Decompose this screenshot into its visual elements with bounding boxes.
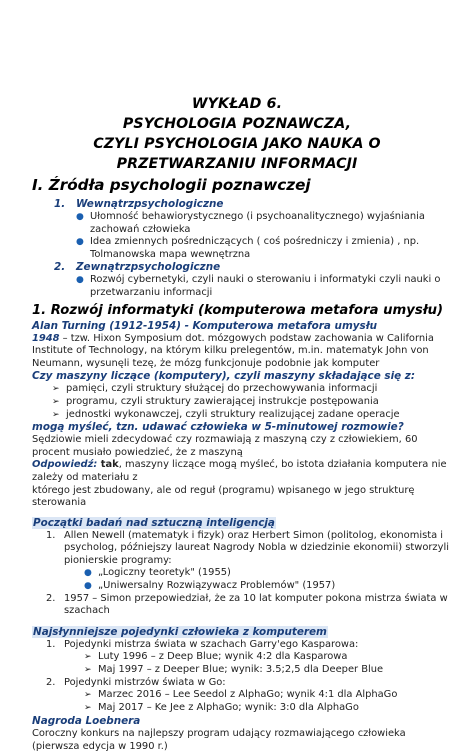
- paragraph-loebner: Coroczny konkurs na najlepszy program udający rozmawiającego człowieka (pierwsza edycja w 1990 r.): [32, 728, 406, 752]
- bullet-icon: ●: [84, 568, 92, 579]
- list-item: 2. Zewnątrzpsychologiczne: [54, 261, 221, 274]
- list-item: ➢ pamięci, czyli struktury służącej do przechowywania informacji: [52, 383, 378, 395]
- section-heading-sources: I. Źródła psychologii poznawczej: [32, 176, 311, 194]
- question-thinking: mogą myśleć, tzn. udawać człowieka w 5-minutowej rozmowie?: [32, 421, 404, 434]
- ai-list: [32, 530, 452, 618]
- lecture-title: [0, 94, 474, 174]
- section-heading-informatics: 1. Rozwój informatyki (komputerowa metafora umysłu): [32, 302, 444, 318]
- list-item: ● Ułomność behawiorystycznego (i psychoanalitycznego) wyjaśniania zachowań człowieka: [76, 211, 425, 235]
- title-line-3: CZYLI PSYCHOLOGIA JAKO NAUKA O: [93, 136, 381, 152]
- paragraph-answer-cont: którego jest zbudowany, ale od reguł (programu) wpisanego w jego strukturę sterowania: [32, 484, 415, 509]
- list-item: ➢ Maj 1997 – z Deeper Blue; wynik: 3.5;2,5 dla Deeper Blue: [84, 664, 384, 676]
- list-item: ● Idea zmiennych pośredniczących ( coś pośredniczy i zmienia) , np. Tolmanowska mapa wewnętrzna: [76, 236, 420, 260]
- bullet-icon: ➢: [84, 665, 92, 676]
- list-item: ➢ Maj 2017 – Ke Jee z AlphaGo; wynik: 3:0 dla AlphaGo: [84, 701, 359, 713]
- bullet-icon: ●: [76, 275, 84, 286]
- paragraph-answer: Odpowiedź: tak, maszyny liczące mogą myśleć, bo istota działania komputera nie zależy od materiału z: [32, 459, 447, 483]
- turing-heading: Alan Turning (1912-1954) - Komputerowa metafora umysłu: [32, 319, 378, 332]
- document-body: [32, 175, 452, 754]
- list-item: 2. Pojedynki mistrzów świata w Go:: [46, 676, 226, 688]
- bullet-icon: ●: [76, 212, 84, 222]
- list-item: 1. Wewnątrzpsychologiczne: [54, 198, 224, 210]
- bullet-icon: ➢: [52, 409, 60, 420]
- bullet-icon: ●: [84, 581, 92, 592]
- bullet-icon: ➢: [52, 396, 60, 407]
- machine-components-list: [32, 383, 452, 421]
- list-item: ● „Uniwersalny Rozwiązywacz Problemów" (1957): [84, 580, 336, 592]
- bullet-icon: ➢: [84, 702, 92, 713]
- loebner-heading: Nagroda Loebnera: [32, 715, 141, 728]
- question-machines: Czy maszyny liczące (komputery), czyli maszyny składające się z:: [32, 370, 415, 383]
- list-item: 2. 1957 – Simon przepowiedział, że za 10 lat komputer pokona mistrza świata w szachach: [46, 592, 448, 617]
- bullet-icon: ➢: [52, 384, 60, 395]
- list-item: ➢ jednostki wykonawczej, czyli struktury realizującej zadane operacje: [52, 408, 400, 420]
- duels-heading: Najsłynniejsze pojedynki człowieka z komputerem: [33, 625, 327, 638]
- list-item: 1. Allen Newell (matematyk i fizyk) oraz Herbert Simon (politolog, ekonomista i psycholog, późniejszy laureat Nagrody Nobla w dziedzinie ekonomii) stworzyli pionierskie programy:: [46, 529, 449, 566]
- list-item: 1. Pojedynki mistrza świata w szachach Garry'ego Kasparowa:: [46, 638, 359, 650]
- title-line-1: WYKŁAD 6.: [191, 96, 283, 112]
- title-line-4: PRZETWARZANIU INFORMACJI: [116, 156, 358, 172]
- list-item: ● „Logiczny teoretyk" (1955): [84, 567, 231, 579]
- list-item: ● Rozwój cybernetyki, czyli nauki o sterowaniu i informatyki czyli nauki o przetwarzaniu informacji: [76, 274, 441, 298]
- paragraph-judges: Sędziowie mieli zdecydować czy rozmawiają z maszyną czy z człowiekiem, 60 procent musiało powiedzieć, że z maszyną: [32, 434, 418, 458]
- list-item: ➢ Luty 1996 – z Deep Blue; wynik 4:2 dla Kasparowa: [84, 651, 348, 663]
- bullet-icon: ➢: [84, 690, 92, 701]
- paragraph-1948: 1948 – tzw. Hixon Symposium dot. mózgowych podstaw zachowania w California Institute of Technology, na którym kilku prelegentów, m.in. matematyk John von Neumann, wysunęli tezę, że mózg funkcjonuje podobnie jak komputer: [32, 332, 434, 369]
- bullet-icon: ➢: [84, 652, 92, 663]
- list-item: ➢ programu, czyli struktury zawierającej instrukcje postępowania: [52, 395, 379, 407]
- ai-heading: Początki badań nad sztuczną inteligencją: [33, 516, 275, 529]
- title-line-2: PSYCHOLOGIA POZNAWCZA,: [122, 116, 352, 132]
- bullet-icon: ●: [76, 237, 84, 248]
- sources-list: [32, 198, 452, 300]
- duels-list: [32, 639, 452, 715]
- list-item: ➢ Marzec 2016 – Lee Seedol z AlphaGo; wynik 4:1 dla AlphaGo: [84, 689, 398, 701]
